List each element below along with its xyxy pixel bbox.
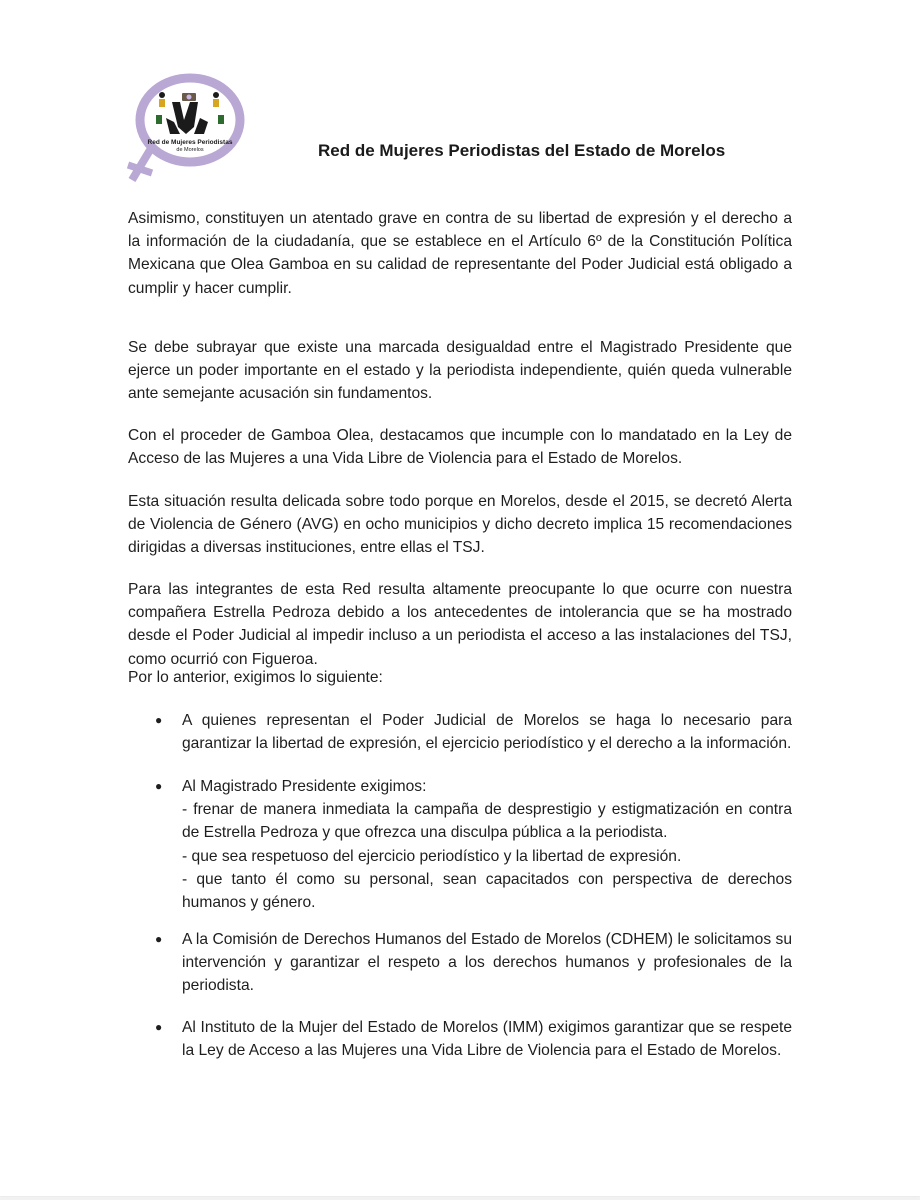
paragraph-concern: Para las integrantes de esta Red resulta altamente preocupante lo que ocurre con nuestra compañera Estrella Pedroza debido a los antecedentes de intolerancia que se ha mostrado desde el Poder Judicial al impedir incluso a un periodista el acceso a las instalaciones del TSJ, como ocurrió con Figueroa. (128, 581, 792, 668)
bullet-marker: ● (155, 932, 163, 946)
bullet-marker: ● (155, 1020, 163, 1034)
demand-magistrate-item-respect: - que sea respetuoso del ejercicio periodístico y la libertad de expresión. (182, 847, 682, 865)
bullet-marker: ● (155, 713, 163, 727)
demand-cdhem: A la Comisión de Derechos Humanos del Estado de Morelos (CDHEM) le solicitamos su intervención y garantizar el respeto a los derechos humanos y profesionales de la periodista. (182, 931, 792, 995)
logo-caption-line1: Red de Mujeres Periodistas (147, 139, 233, 146)
paragraph-inequality: Se debe subrayar que existe una marcada desigualdad entre el Magistrado Presidente que ejerce un poder importante en el estado y la periodista independiente, quién queda vulnerable ante semejante acusación sin fundamentos. (128, 339, 792, 403)
bullet-marker: ● (155, 779, 163, 793)
paragraph-demands-intro: Por lo anterior, exigimos lo siguiente: (128, 669, 383, 686)
logo-caption-line2: de Morelos (176, 147, 204, 153)
demand-magistrate (182, 775, 792, 914)
paragraph-freedom-expression: Asimismo, constituyen un atentado grave en contra de su libertad de expresión y el derecho a la información de la ciudadanía, que se establece en el Artículo 6º de la Constitución Política Mexicana que Olea Gamboa en su calidad de representante del Poder Judicial está obligado a cumplir y hacer cumplir. (128, 210, 792, 297)
paragraph-gender-alert: Esta situación resulta delicada sobre todo porque en Morelos, desde el 2015, se decretó Alerta de Violencia de Género (AVG) en ocho municipios y dicho decreto implica 15 recomendaciones dirigidas a diversas instituciones, entre ellas el TSJ. (128, 493, 792, 557)
organization-logo (120, 72, 250, 187)
demand-magistrate-intro: Al Magistrado Presidente exigimos: (182, 778, 427, 795)
demand-imm: Al Instituto de la Mujer del Estado de Morelos (IMM) exigimos garantizar que se respete la Ley de Acceso a las Mujeres una Vida Libre de Violencia para el Estado de Morelos. (182, 1019, 792, 1060)
demand-judicial-power: A quienes representan el Poder Judicial de Morelos se haga lo necesario para garantizar la libertad de expresión, el ejercicio periodístico y el derecho a la información. (182, 712, 792, 753)
demand-magistrate-item-campaign: - frenar de manera inmediata la campaña de desprestigio y estigmatización en contra de Estrella Pedroza y que ofrezca una disculpa pública a la periodista. (182, 801, 792, 842)
document-title: Red de Mujeres Periodistas del Estado de Morelos (318, 141, 726, 160)
demand-magistrate-item-training: - que tanto él como su personal, sean capacitados con perspectiva de derechos humanos y género. (182, 870, 792, 912)
paragraph-violence-law: Con el proceder de Gamboa Olea, destacamos que incumple con lo mandatado en la Ley de Acceso de las Mujeres a una Vida Libre de Violencia para el Estado de Morelos. (128, 427, 792, 468)
